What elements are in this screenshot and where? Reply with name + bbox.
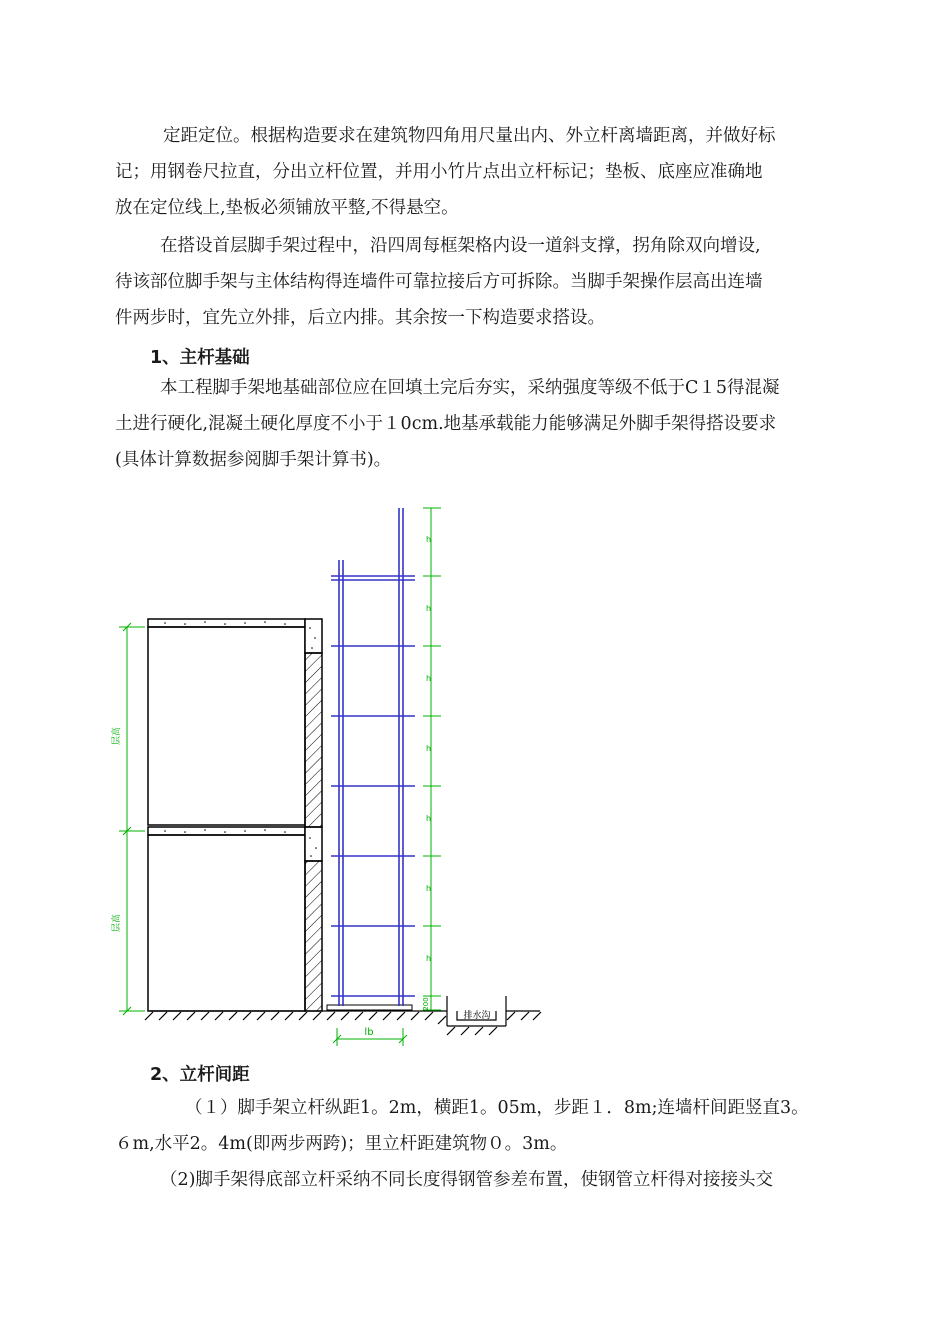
scaffold-frame	[331, 508, 415, 1006]
left-dim-label-lower: 层高	[112, 913, 122, 933]
text-line: 定距定位。根据构造要求在建筑物四角用尺量出内、外立杆离墙距离，并做好标	[163, 126, 776, 146]
text-line: (具体计算数据参阅脚手架计算书)。	[115, 450, 392, 470]
right-dimension	[423, 508, 441, 1010]
step-height-label: h	[426, 674, 432, 683]
paragraph-first-floor	[115, 228, 835, 336]
paragraph-spacing-rules	[115, 1090, 835, 1162]
building-structure	[148, 619, 322, 1011]
text-line: 本工程脚手架地基础部位应在回填土完后夯实，采纳强度等级不低于C１5得混凝	[160, 378, 780, 398]
step-height-label: h	[426, 884, 432, 893]
paragraph-foundation	[115, 370, 835, 478]
left-dimension	[119, 623, 145, 1015]
step-height-label: h	[426, 535, 432, 544]
step-height-label: h	[426, 744, 432, 753]
left-dim-label-upper: 层高	[112, 726, 122, 746]
scaffold-elevation-drawing	[105, 498, 555, 1058]
text-line: 待该部位脚手架与主体结构得连墙件可靠拉接后方可拆除。当脚手架操作层高出连墙	[115, 272, 763, 292]
text-line: （2)脚手架得底部立杆采纳不同长度得钢管参差布置，使钢管立杆得对接接头交	[160, 1170, 773, 1190]
text-line: 在搭设首层脚手架过程中，沿四周每框架格内设一道斜支撑，拐角除双向增设,	[160, 236, 761, 256]
text-line: 土进行硬化,混凝土硬化厚度不小于１0cm.地基承载能力能够满足外脚手架得搭设要求	[115, 414, 777, 434]
base-height-label: 200	[422, 997, 430, 1011]
right-dim-labels	[426, 535, 431, 963]
paragraph-positioning	[115, 118, 835, 226]
text-line: ６m,水平2。4m(即两步两跨)；里立杆距建筑物０。3m。	[115, 1134, 568, 1154]
section-heading-standard-spacing: 2、立杆间距	[150, 1065, 250, 1085]
text-line: 件两步时，宜先立外排，后立内排。其余按一下构造要求搭设。	[115, 308, 605, 328]
drain-label: 排水沟	[463, 1011, 491, 1021]
text-line: 放在定位线上,垫板必须铺放平整,不得悬空。	[115, 198, 459, 218]
section-heading-foundation: 1、主杆基础	[150, 348, 250, 368]
step-height-label: h	[426, 954, 432, 963]
text-line: （１）脚手架立杆纵距1。2m，横距1。05m，步距１．8m;连墙杆间距竖直3。	[185, 1098, 809, 1118]
slab-concrete-texture	[164, 621, 317, 857]
paragraph-bottom-standards	[115, 1162, 835, 1198]
step-height-label: h	[426, 604, 432, 613]
step-height-label: h	[426, 814, 432, 823]
text-line: 记；用钢卷尺拉直，分出立杆位置，并用小竹片点出立杆标记；垫板、底座应准确地	[115, 162, 763, 182]
bottom-dim-label: lb	[364, 1027, 374, 1038]
